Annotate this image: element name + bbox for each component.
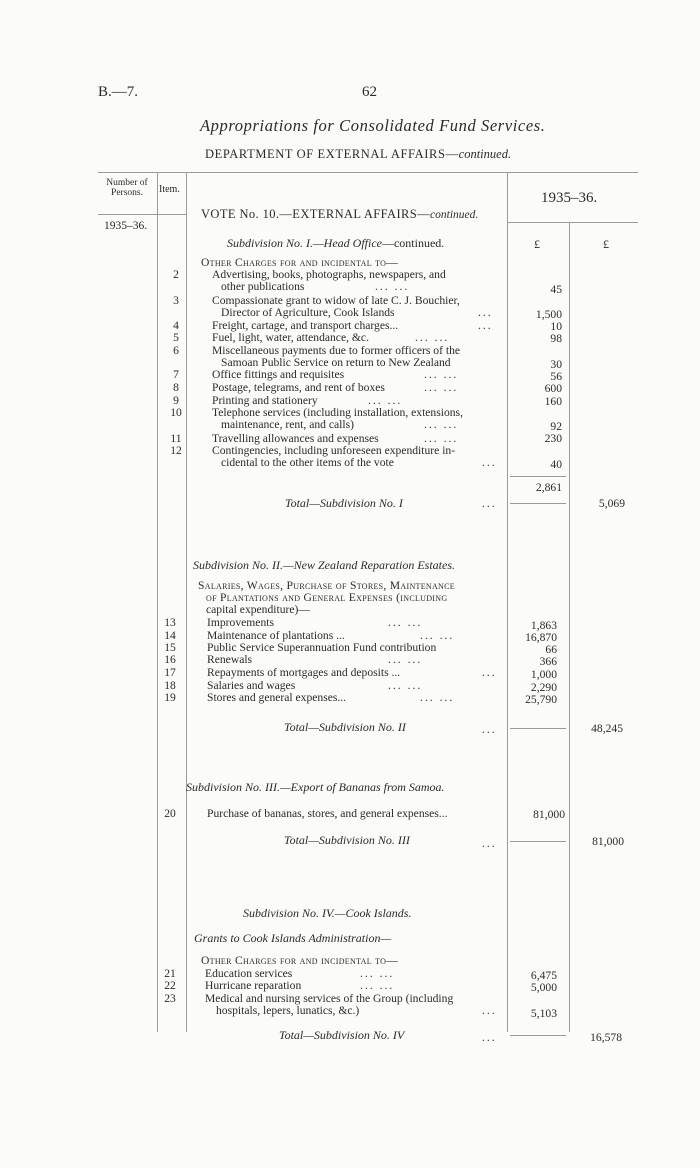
- item-number: 23: [164, 992, 176, 1005]
- item-label-line: Travelling allowances and expenses: [212, 432, 379, 445]
- leader-dots: ... ...: [360, 967, 395, 980]
- leader-dots: ...: [482, 837, 497, 850]
- col-rule-label: [507, 172, 508, 1032]
- item-label-line: Education services: [205, 967, 293, 980]
- leader-dots: ... ...: [420, 691, 455, 704]
- item-number: 2: [173, 268, 179, 281]
- item-number: 21: [164, 967, 176, 980]
- sub4-total-rule: [510, 1035, 566, 1036]
- item-label-line: hospitals, lepers, lunatics, &c.): [216, 1004, 360, 1017]
- leader-dots: ... ...: [388, 616, 423, 629]
- item-amount: 45: [550, 283, 562, 296]
- sub3-heading: Subdivision No. III.—Export of Bananas from Samoa.: [186, 780, 445, 794]
- sub2-total: 48,245: [591, 722, 623, 735]
- item-label: Stores and general expenses...: [207, 691, 347, 704]
- col-rule-persons: [157, 172, 158, 1032]
- item-label-line: Medical and nursing services of the Group (including: [205, 992, 454, 1005]
- leader-dots: ... ...: [424, 381, 459, 394]
- leader-dots: ... ...: [388, 679, 423, 692]
- item-number: 3: [173, 294, 179, 307]
- item-amount: 25,790: [525, 693, 557, 706]
- leader-dots: ... ...: [360, 979, 395, 992]
- item-label-line: Printing and stationery: [212, 394, 318, 407]
- sub1-heading-cont: —continued.: [381, 236, 445, 250]
- department-heading: [205, 147, 511, 162]
- item-amount: 16,870: [525, 631, 557, 644]
- item-label-line: cidental to the other items of the vote: [221, 456, 394, 469]
- sub4-heading: Subdivision No. IV.—Cook Islands.: [243, 906, 412, 920]
- item-label-line: Miscellaneous payments due to former officers of the: [212, 344, 461, 357]
- item-amount: 5,103: [530, 1007, 557, 1020]
- persons-year: 1935–36.: [104, 220, 148, 232]
- item-label: Improvements: [207, 616, 274, 629]
- item-amount: 1,500: [535, 308, 562, 321]
- item-label-line: maintenance, rent, and calls): [221, 418, 354, 431]
- sub4-subheading: Grants to Cook Islands Administration—: [194, 931, 392, 945]
- sub2-heading: Subdivision No. II.—New Zealand Reparation Estates.: [193, 558, 455, 572]
- item-amount: 10: [550, 320, 562, 333]
- sub1-group-heading: Other Charges for and incidental to—: [201, 256, 399, 269]
- leader-dots: ... ...: [375, 280, 410, 293]
- sub2-group-line: of Plantations and General Expenses (including: [206, 591, 448, 604]
- item-number: 7: [173, 368, 179, 381]
- sub1-heading: [227, 236, 444, 251]
- item-amount: 40: [550, 458, 562, 471]
- item-amount: 56: [550, 370, 562, 383]
- leader-dots: ... ...: [424, 368, 459, 381]
- leader-dots: ...: [482, 723, 497, 736]
- header-rule-persons: [98, 214, 186, 215]
- vote-title-cont: continued.: [430, 209, 479, 221]
- item-number: 5: [173, 331, 179, 344]
- leader-dots: ... ...: [424, 418, 459, 431]
- sub4-total-label: Total—Subdivision No. IV: [279, 1028, 405, 1042]
- sub4-group-heading: Other Charges for and incidental to—: [201, 954, 399, 967]
- sub1-total: 5,069: [598, 497, 625, 510]
- item-amount: 98: [550, 332, 562, 345]
- item-amount: 6,475: [530, 969, 557, 982]
- sub2-group-line: capital expenditure)—: [206, 603, 310, 616]
- item-amount: 5,000: [530, 981, 557, 994]
- sub2-total-rule: [510, 728, 566, 729]
- item-amount: 30: [550, 358, 562, 371]
- sub1-total-label: Total—Subdivision No. I: [285, 496, 403, 510]
- col-header-item: Item.: [159, 184, 180, 195]
- pound-sign-2: £: [603, 237, 609, 251]
- item-number: 15: [164, 641, 176, 654]
- item-label: Renewals: [207, 653, 253, 666]
- item-number: 19: [164, 691, 176, 704]
- sub3-total-rule: [510, 841, 566, 842]
- sub1-subtotal-rule: [510, 476, 566, 477]
- item-number: 17: [164, 666, 176, 679]
- sub1-subtotal: 2,861: [535, 481, 562, 494]
- leader-dots: ...: [482, 1031, 497, 1044]
- sub1-heading-text: Subdivision No. I.—Head Office: [227, 236, 382, 250]
- item-label: Maintenance of plantations ...: [207, 629, 345, 642]
- leader-dots: ... ...: [424, 432, 459, 445]
- item-amount: 92: [550, 420, 562, 433]
- col-rule-item: [186, 172, 187, 1032]
- item-number: 8: [173, 381, 179, 394]
- item-label: Public Service Superannuation Fund contribution: [207, 641, 437, 654]
- vote-title-text: VOTE No. 10.—EXTERNAL AFFAIRS—: [201, 207, 431, 221]
- department-name: DEPARTMENT OF EXTERNAL AFFAIRS—: [205, 147, 459, 161]
- item-amount: 1,863: [530, 619, 557, 632]
- leader-dots: ... ...: [368, 394, 403, 407]
- item-amount: 600: [544, 382, 562, 395]
- item-amount: 366: [539, 655, 557, 668]
- item-amount: 230: [544, 432, 562, 445]
- item-label-line: Office fittings and requisites: [212, 368, 345, 381]
- page-number: 62: [362, 84, 377, 100]
- pound-sign-1: £: [534, 237, 540, 251]
- item-number: 11: [170, 432, 182, 445]
- leader-dots: ... ...: [388, 653, 423, 666]
- item-label-line: Postage, telegrams, and rent of boxes: [212, 381, 385, 394]
- item-label: Salaries and wages: [207, 679, 296, 692]
- item-number: 22: [164, 979, 176, 992]
- col-header-persons: Number of Persons.: [106, 178, 148, 198]
- item-label-line: Hurricane reparation: [205, 979, 302, 992]
- item-number: 9: [173, 394, 179, 407]
- leader-dots: ...: [482, 666, 497, 679]
- item-label-line: Contingencies, including unforeseen expenditure in-: [212, 444, 456, 457]
- doc-reference: B.—7.: [98, 84, 139, 100]
- leader-dots: ...: [482, 456, 497, 469]
- leader-dots: ...: [482, 1004, 497, 1017]
- item-number: 16: [164, 653, 176, 666]
- item-amount: 160: [544, 395, 562, 408]
- item-number: 20: [164, 807, 176, 820]
- sub3-total-label: Total—Subdivision No. III: [284, 833, 410, 847]
- item-label-line: Freight, cartage, and transport charges...: [212, 319, 399, 332]
- item-number: 4: [173, 319, 179, 332]
- sub2-total-label: Total—Subdivision No. II: [284, 720, 406, 734]
- item-number: 13: [164, 616, 176, 629]
- sub4-total: 16,578: [590, 1031, 622, 1044]
- col-rule-amounts: [569, 222, 570, 1032]
- item-amount: 1,000: [530, 668, 557, 681]
- leader-dots: ... ...: [415, 331, 450, 344]
- sub2-group-line: Salaries, Wages, Purchase of Stores, Maintenance: [198, 579, 455, 592]
- department-cont: continued.: [458, 147, 512, 161]
- item-label: Repayments of mortgages and deposits ...: [207, 666, 401, 679]
- leader-dots: ...: [478, 306, 493, 319]
- item-label-line: Compassionate grant to widow of late C. J. Bouchier,: [212, 294, 460, 307]
- item-label: Purchase of bananas, stores, and general expenses...: [207, 807, 448, 820]
- item-number: 14: [164, 629, 176, 642]
- item-number: 10: [170, 406, 182, 419]
- page-title: Appropriations for Consolidated Fund Services.: [200, 116, 546, 135]
- sub3-total: 81,000: [592, 835, 624, 848]
- item-amount: 66: [545, 643, 557, 656]
- item-label-line: Fuel, light, water, attendance, &c.: [212, 331, 369, 344]
- leader-dots: ... ...: [420, 629, 455, 642]
- item-number: 6: [173, 344, 179, 357]
- item-label-line: other publications: [221, 280, 305, 293]
- item-number: 18: [164, 679, 176, 692]
- item-amount: 81,000: [533, 808, 565, 821]
- item-label-line: Advertising, books, photographs, newspapers, and: [212, 268, 446, 281]
- item-label-line: Samoan Public Service on return to New Zealand: [221, 356, 451, 369]
- sub1-total-rule: [510, 503, 566, 504]
- header-rule-year: [507, 222, 638, 223]
- leader-dots: ...: [478, 319, 493, 332]
- item-label-line: Telephone services (including installation, extensions,: [212, 406, 463, 419]
- item-number: 12: [170, 444, 182, 457]
- table-top-rule: [98, 172, 638, 173]
- leader-dots: ...: [482, 497, 497, 510]
- vote-title: [201, 207, 478, 222]
- item-amount: 2,290: [530, 681, 557, 694]
- col-header-year: 1935–36.: [541, 190, 598, 206]
- item-label-line: Director of Agriculture, Cook Islands: [221, 306, 395, 319]
